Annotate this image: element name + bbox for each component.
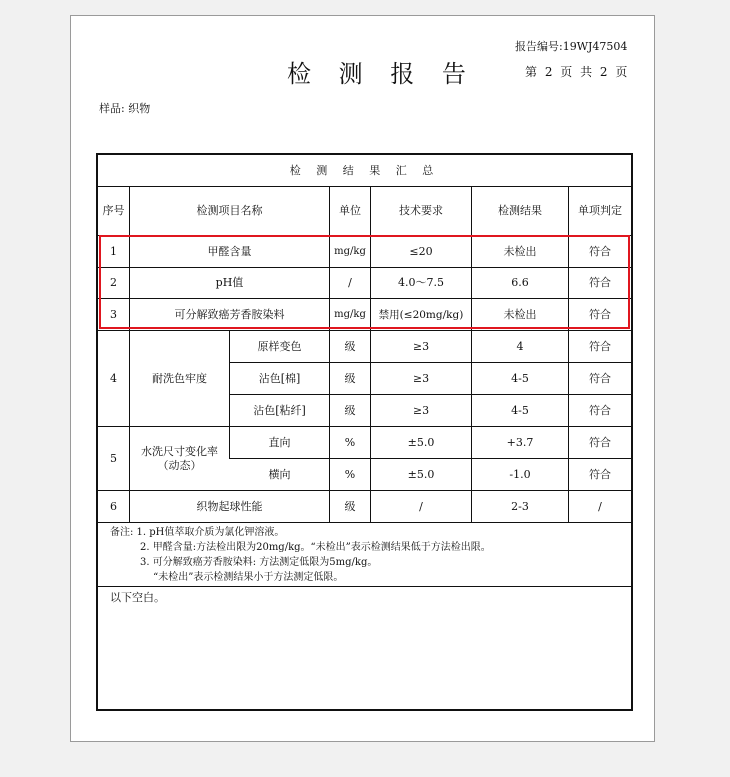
table-row-item: 织物起球性能 [196,499,263,513]
header-judgment: 单项判定 [578,204,622,217]
sub-item-name: 直向 [268,435,291,449]
table-row-unit: % [344,435,356,449]
remark-line: 3. 可分解致癌芳香胺染料: 方法测定低限为5mg/kg。 [110,557,378,568]
table-row-requirement: ±5.0 [407,467,435,481]
table-row-result: +3.7 [506,435,534,449]
table-row-judgment: 符合 [589,371,611,385]
table-row-judgment: 符合 [589,244,611,258]
table-row-unit: mg/kg [334,308,366,320]
table-row-unit: mg/kg [334,245,366,257]
item-line: 水洗尺寸变化率 [141,444,218,458]
table-row-judgment: 符合 [589,339,611,353]
table-row-seq: 6 [110,499,117,513]
table-row-item [130,427,229,490]
table-row-requirement: ≥3 [412,339,430,353]
table-row-result: 4-5 [511,403,529,417]
table-row-result: 2-3 [511,499,529,513]
table-row-requirement: 禁用(≤20mg/kg) [378,308,464,321]
table-row-judgment: 符合 [589,467,611,481]
table-row-requirement: ±5.0 [407,435,435,449]
table-row-result: 4 [516,339,524,353]
page-info: 第 2 页 共 2 页 [525,65,630,79]
table-row-seq: 4 [110,371,117,385]
table-row-judgment: 符合 [589,403,611,417]
table-row-judgment: 符合 [589,435,611,449]
table-row-unit: / [348,276,352,289]
header-requirement: 技术要求 [399,204,443,217]
report-page [70,15,655,742]
table-row-item: pH值 [215,276,244,289]
table-row-unit: 级 [344,371,356,385]
table-row-unit: 级 [344,339,356,353]
header-seq: 序号 [102,204,125,217]
table-row-unit: % [344,467,356,481]
table-row-result: 4-5 [511,371,529,385]
table-row-seq: 1 [110,244,117,258]
report-number: 报告编号:19WJ47504 [515,40,628,53]
page-title: 检 测 报 告 [287,60,476,88]
sub-item-name: 沾色[棉] [258,371,301,385]
sub-item-name: 横向 [268,467,291,481]
table-row-requirement: ≥3 [412,403,430,417]
table-row-result: 未检出 [503,307,537,321]
table-row-item: 可分解致癌芳香胺染料 [174,307,285,321]
table-row-judgment: 符合 [589,307,611,321]
blank-below-text: 以下空白。 [110,591,165,604]
remarks [110,525,491,585]
table-row-unit: 级 [344,499,356,513]
sample-label: 样品: 织物 [99,102,151,115]
table-row-result: 未检出 [503,244,537,258]
table-row-requirement: / [419,499,423,513]
summary-title: 检 测 结 果 汇 总 [289,163,440,177]
remark-line: 2. 甲醛含量:方法检出限为20mg/kg。“未检出”表示检测结果低于方法检出限。 [110,542,491,553]
sub-item-name: 沾色[粘纤] [253,403,306,417]
table-row-seq: 3 [110,307,117,321]
sub-item-name: 原样变色 [257,339,302,353]
table-row-judgment: / [598,499,602,513]
table-row-requirement: ≥3 [412,371,430,385]
results-table [96,153,633,711]
header-unit: 单位 [339,204,361,217]
table-row-result: -1.0 [509,467,531,481]
table-row-seq: 2 [110,276,117,289]
table-row-unit: 级 [344,403,356,417]
table-row-judgment: 符合 [589,276,611,289]
table-row-requirement: ≤20 [409,244,433,258]
remark-line: 备注: 1. pH值萃取介质为氯化钾溶液。 [110,527,285,538]
remark-line: “未检出”表示检测结果小于方法测定低限。 [110,572,344,583]
header-item: 检测项目名称 [196,204,263,217]
table-row-requirement: 4.0～7.5 [398,276,444,289]
table-row-seq: 5 [110,451,117,465]
table-row-result: 6.6 [511,276,529,289]
table-row-item: 耐洗色牢度 [152,371,207,385]
header-result: 检测结果 [498,204,542,217]
item-line: （动态） [157,458,202,472]
table-row-item: 甲醛含量 [207,244,252,258]
